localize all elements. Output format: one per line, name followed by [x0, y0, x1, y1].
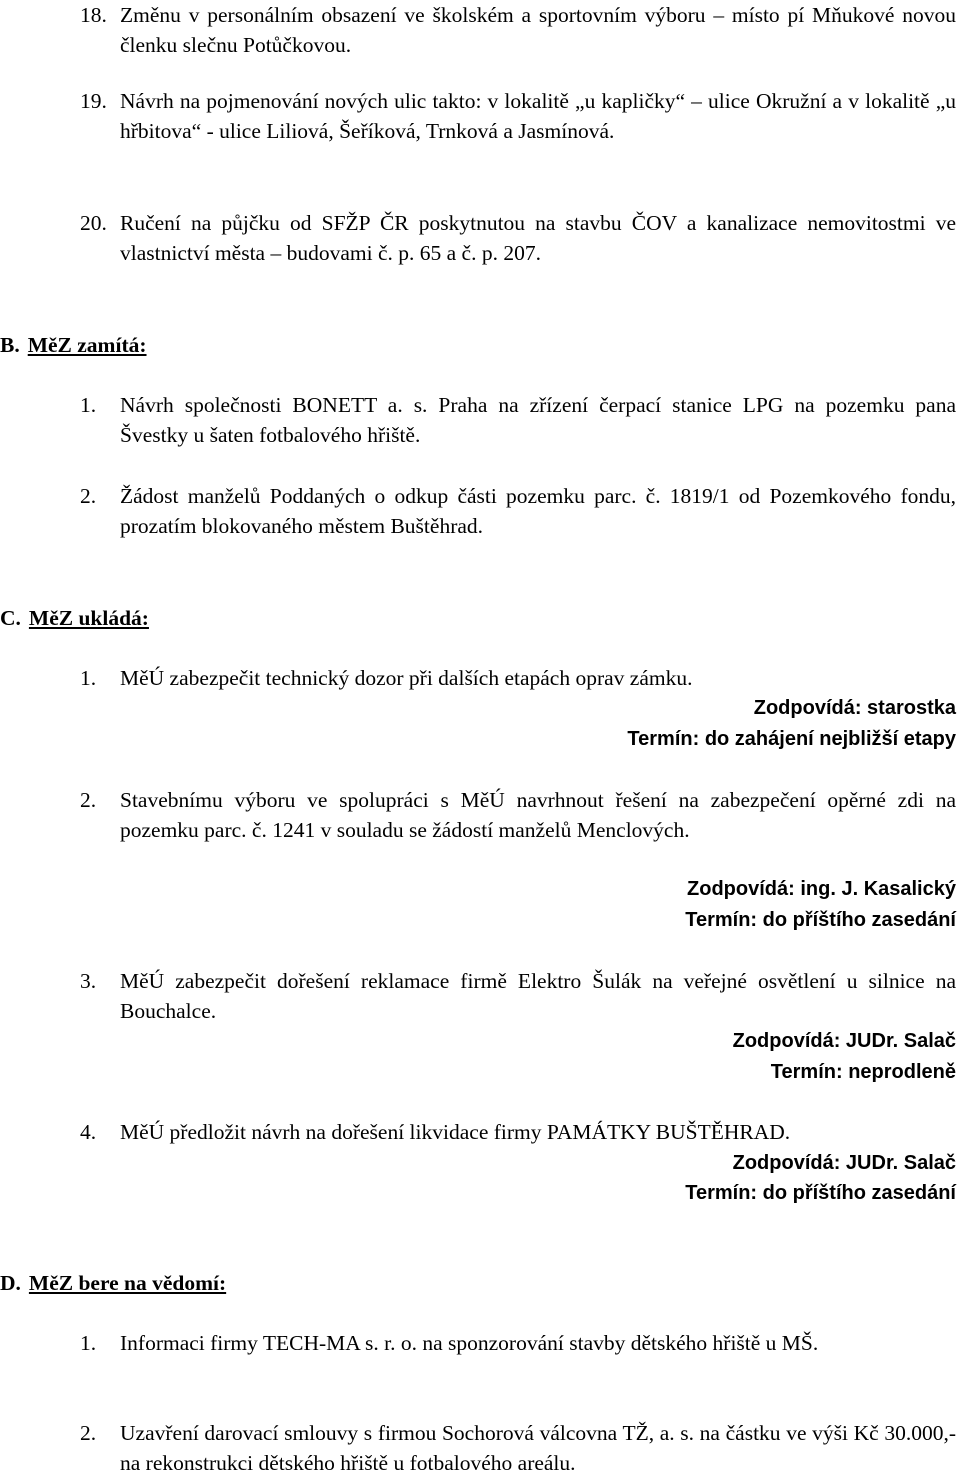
task-item-3	[0, 966, 956, 1026]
item-text: MěÚ zabezpečit technický dozor při dalších etapách oprav zámku.	[120, 666, 693, 690]
task-item-2	[0, 785, 956, 845]
rejected-item-1	[0, 390, 956, 450]
deadline: Termín: neprodleně	[770, 1061, 956, 1083]
section-title: MěZ zamítá:	[27, 333, 147, 357]
item-text: Změnu v personálním obsazení ve školském a sportovním výboru – místo pí Mňukové novou členku slečnu Potůčkovou.	[120, 3, 956, 57]
section-title: MěZ ukládá:	[28, 606, 149, 630]
responsible-person: Zodpovídá: JUDr. Salač	[732, 1152, 956, 1174]
item-text: Žádost manželů Poddaných o odkup části pozemku parc. č. 1819/1 od Pozemkového fondu, prozatím blokovaného městem Buštěhrad.	[120, 484, 956, 538]
item-text: Návrh na pojmenování nových ulic takto: v lokalitě „u kapličky“ – ulice Okružní a v lokalitě „u hřbitova“ - ulice Liliová, Šeříková, Trnková a Jasmínová.	[120, 89, 956, 143]
item-number: 1.	[80, 393, 97, 417]
item-number: 18.	[80, 3, 107, 27]
resolution-item-20	[0, 208, 956, 268]
item-number: 1.	[80, 1331, 97, 1355]
section-b-heading	[0, 330, 147, 360]
section-letter: C.	[0, 606, 21, 630]
item-number: 2.	[80, 484, 97, 508]
deadline: Termín: do zahájení nejbližší etapy	[627, 728, 956, 750]
deadline: Termín: do příštího zasedání	[685, 909, 956, 931]
item-text: Uzavření darovací smlouvy s firmou Sochorová válcovna TŽ, a. s. na částku ve výši Kč 30.000,- na rekonstrukci dětského hřiště u fotbalového areálu.	[120, 1421, 956, 1475]
item-number: 3.	[80, 969, 97, 993]
item-number: 2.	[80, 1421, 97, 1445]
resolution-item-19	[0, 86, 956, 146]
item-text: MěÚ předložit návrh na dořešení likvidace firmy PAMÁTKY BUŠTĚHRAD.	[120, 1120, 791, 1144]
item-number: 2.	[80, 788, 97, 812]
resolution-item-18	[0, 0, 956, 60]
acknowledged-item-1	[0, 1328, 956, 1358]
task-item-4	[0, 1117, 956, 1147]
task-item-1	[0, 663, 956, 693]
item-text: Ručení na půjčku od SFŽP ČR poskytnutou na stavbu ČOV a kanalizace nemovitostmi ve vlastnictví města – budovami č. p. 65 a č. p. 207.	[120, 211, 956, 265]
item-number: 20.	[80, 211, 107, 235]
item-text: Informaci firmy TECH-MA s. r. o. na sponzorování stavby dětského hřiště u MŠ.	[120, 1331, 819, 1355]
section-c-heading	[0, 603, 149, 633]
section-letter: D.	[0, 1271, 21, 1295]
section-title: MěZ bere na vědomí:	[28, 1271, 227, 1295]
responsible-person: Zodpovídá: starostka	[753, 697, 956, 719]
rejected-item-2	[0, 481, 956, 541]
deadline: Termín: do příštího zasedání	[685, 1182, 956, 1204]
item-number: 4.	[80, 1120, 97, 1144]
acknowledged-item-2	[0, 1418, 956, 1478]
item-number: 19.	[80, 89, 107, 113]
item-text: MěÚ zabezpečit dořešení reklamace firmě Elektro Šulák na veřejné osvětlení u silnice na Bouchalce.	[120, 969, 956, 1023]
responsible-person: Zodpovídá: ing. J. Kasalický	[687, 878, 956, 900]
section-d-heading	[0, 1268, 226, 1298]
item-number: 1.	[80, 666, 97, 690]
responsible-person: Zodpovídá: JUDr. Salač	[732, 1030, 956, 1052]
item-text: Stavebnímu výboru ve spolupráci s MěÚ navrhnout řešení na zabezpečení opěrné zdi na pozemku parc. č. 1241 v souladu se žádostí manželů Menclových.	[120, 788, 956, 842]
item-text: Návrh společnosti BONETT a. s. Praha na zřízení čerpací stanice LPG na pozemku pana Švestky u šaten fotbalového hřiště.	[120, 393, 956, 447]
section-letter: B.	[0, 333, 20, 357]
